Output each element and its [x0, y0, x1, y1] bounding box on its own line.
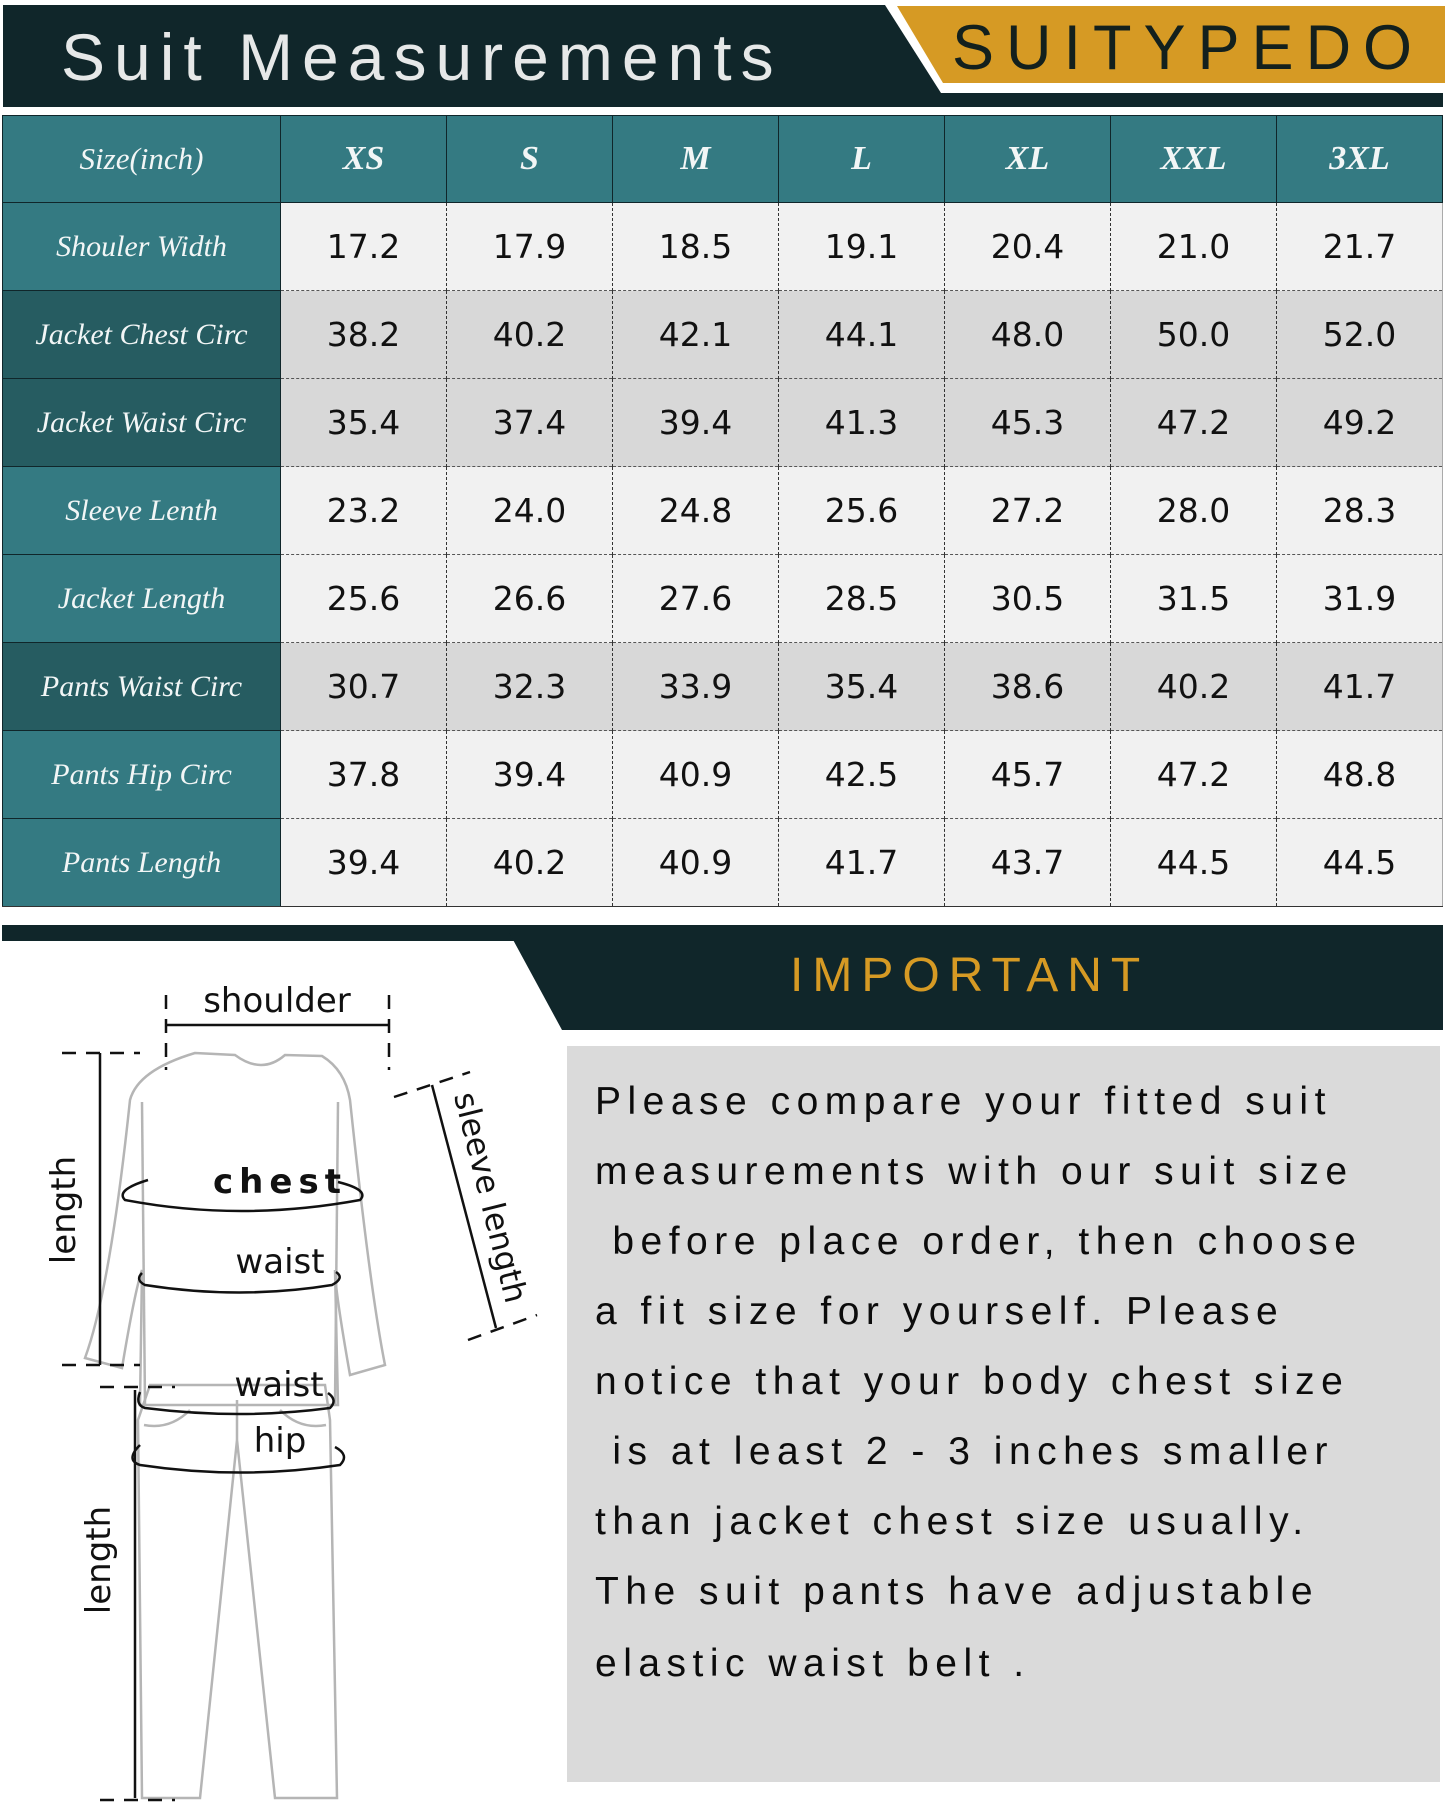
table-row [3, 731, 1443, 819]
table-row [3, 467, 1443, 555]
note-line: The suit pants have adjustable [595, 1570, 1320, 1613]
table-cell: 24.0 [447, 467, 613, 555]
table-cell: 27.6 [613, 555, 779, 643]
column-header-xl: XL [945, 116, 1111, 203]
table-cell: 44.1 [779, 291, 945, 379]
table-cell: 37.8 [281, 731, 447, 819]
note-line: notice that your body chest size [595, 1360, 1350, 1403]
table-cell: 40.2 [447, 291, 613, 379]
note-line: than jacket chest size usually. [595, 1500, 1310, 1543]
column-header-xs: XS [281, 116, 447, 203]
column-header-l: L [779, 116, 945, 203]
note-line: elastic waist belt . [595, 1642, 1031, 1685]
page-title: Suit Measurements [61, 20, 783, 94]
table-cell: 31.9 [1277, 555, 1443, 643]
column-header-xxl: XXL [1111, 116, 1277, 203]
table-cell: 42.5 [779, 731, 945, 819]
table-cell: 44.5 [1111, 819, 1277, 907]
table-cell: 25.6 [779, 467, 945, 555]
table-cell: 50.0 [1111, 291, 1277, 379]
row-label: Shouler Width [3, 203, 281, 291]
hip-label: hip [253, 1421, 307, 1461]
table-cell: 35.4 [281, 379, 447, 467]
table-cell: 18.5 [613, 203, 779, 291]
column-header-m: M [613, 116, 779, 203]
table-cell: 21.7 [1277, 203, 1443, 291]
table-cell: 41.3 [779, 379, 945, 467]
table-cell: 39.4 [613, 379, 779, 467]
table-cell: 47.2 [1111, 379, 1277, 467]
table-cell: 33.9 [613, 643, 779, 731]
table-cell: 23.2 [281, 467, 447, 555]
note-line: a fit size for yourself. Please [595, 1290, 1285, 1333]
row-label: Jacket Length [3, 555, 281, 643]
table-cell: 17.9 [447, 203, 613, 291]
jacket-length-label: length [44, 1155, 84, 1265]
table-cell: 38.2 [281, 291, 447, 379]
measurement-diagram [40, 960, 560, 1806]
pants-illustration [138, 1385, 337, 1798]
table-cell: 40.2 [447, 819, 613, 907]
table-row [3, 291, 1443, 379]
sleeve-length-label: sleeve length [446, 1088, 536, 1307]
shoulder-label: shoulder [203, 981, 351, 1021]
table-cell: 17.2 [281, 203, 447, 291]
table-cell: 40.2 [1111, 643, 1277, 731]
brand-logo: SUITYPEDO [952, 13, 1425, 83]
table-cell: 30.5 [945, 555, 1111, 643]
table-header-row [3, 116, 1443, 203]
waist-label: waist [235, 1242, 325, 1282]
note-line: before place order, then choose [595, 1220, 1363, 1263]
table-cell: 20.4 [945, 203, 1111, 291]
note-line: is at least 2 - 3 inches smaller [595, 1430, 1335, 1473]
table-cell: 24.8 [613, 467, 779, 555]
table-cell: 49.2 [1277, 379, 1443, 467]
table-cell: 44.5 [1277, 819, 1443, 907]
row-label: Pants Waist Circ [3, 643, 281, 731]
table-row [3, 819, 1443, 907]
pants-waist-label: waist [234, 1365, 324, 1405]
jacket-illustration [85, 1053, 385, 1405]
table-cell: 25.6 [281, 555, 447, 643]
table-cell: 32.3 [447, 643, 613, 731]
table-cell: 47.2 [1111, 731, 1277, 819]
table-row [3, 555, 1443, 643]
table-cell: 37.4 [447, 379, 613, 467]
table-cell: 28.0 [1111, 467, 1277, 555]
chest-label: chest [213, 1162, 347, 1202]
size-table [2, 115, 1443, 907]
table-cell: 38.6 [945, 643, 1111, 731]
table-row [3, 203, 1443, 291]
table-row [3, 643, 1443, 731]
table-cell: 45.7 [945, 731, 1111, 819]
table-cell: 30.7 [281, 643, 447, 731]
table-cell: 40.9 [613, 731, 779, 819]
row-label: Jacket Chest Circ [3, 291, 281, 379]
column-header-s: S [447, 116, 613, 203]
table-cell: 45.3 [945, 379, 1111, 467]
pants-length-label: length [79, 1505, 119, 1615]
table-cell: 27.2 [945, 467, 1111, 555]
table-cell: 39.4 [281, 819, 447, 907]
table-cell: 48.0 [945, 291, 1111, 379]
row-label: Jacket Waist Circ [3, 379, 281, 467]
row-label: Sleeve Lenth [3, 467, 281, 555]
note-line: Please compare your fitted suit [595, 1080, 1332, 1123]
note-line: measurements with our suit size [595, 1150, 1354, 1193]
row-label: Pants Hip Circ [3, 731, 281, 819]
table-cell: 39.4 [447, 731, 613, 819]
size-unit-header: Size(inch) [3, 116, 281, 203]
table-cell: 21.0 [1111, 203, 1277, 291]
table-cell: 31.5 [1111, 555, 1277, 643]
table-cell: 48.8 [1277, 731, 1443, 819]
row-label: Pants Length [3, 819, 281, 907]
table-cell: 19.1 [779, 203, 945, 291]
table-cell: 40.9 [613, 819, 779, 907]
table-cell: 43.7 [945, 819, 1111, 907]
table-cell: 26.6 [447, 555, 613, 643]
table-cell: 28.3 [1277, 467, 1443, 555]
table-cell: 52.0 [1277, 291, 1443, 379]
table-cell: 42.1 [613, 291, 779, 379]
table-cell: 41.7 [779, 819, 945, 907]
table-cell: 41.7 [1277, 643, 1443, 731]
column-header-3xl: 3XL [1277, 116, 1443, 203]
table-cell: 28.5 [779, 555, 945, 643]
table-row [3, 379, 1443, 467]
important-heading: IMPORTANT [790, 949, 1150, 1002]
table-cell: 35.4 [779, 643, 945, 731]
